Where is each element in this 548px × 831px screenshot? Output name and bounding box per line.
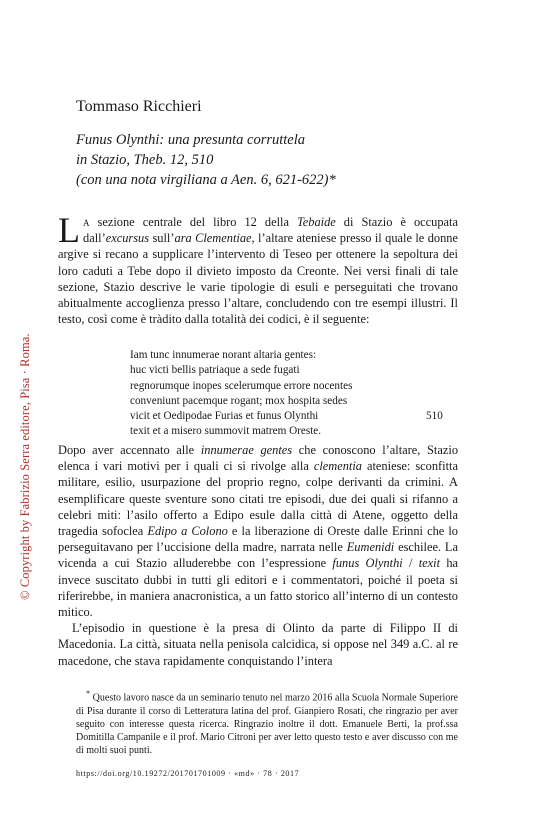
paragraph-discussion	[58, 442, 458, 669]
verse-line: vicit et Oedipodae Furias et funus Olynthi 510	[130, 409, 460, 424]
footnote-mark: *	[86, 689, 91, 698]
verse-line: conveniunt pacemque rogant; mox hospita sedes	[130, 394, 348, 407]
copyright-notice: © Copyright by Fabrizio Serra editore, Pisa · Roma.	[18, 333, 32, 600]
title-line: in Stazio, Theb. 12, 510	[76, 152, 214, 168]
doi-footer: https://doi.org/10.19272/201701701009 · «md» · 78 · 2017	[76, 769, 300, 778]
paragraph: Dopo aver accennato alle innumerae gentes che conoscono l’altare, Stazio elenca i vari motivi per i quali ci si rivolge alla clementia ateniese: sconfitta militare, esilio, usurpazione del proprio regno, colpe derivanti da crimini. A esemplificare queste sventure sono citati tre episodi, due dei quali si rifanno a celebri miti: l’asilo offerto a Edipo esule dalla città di Atene, oggetto della tragedia sofoclea Edipo a Colono e la liberazione di Oreste dalle Erinni che lo perseguitavano per l’uccisione della madre, narrata nelle Eumenidi eschilee. La vicenda a cui Stazio alluderebbe con l’espressione funus Olynthi / texit ha invece suscitato dubbi in tutti gli editori e i commentatori, poiché il poeta si riferirebbe, in maniera anacronistica, a un fatto storico all’interno di un contesto mitico.	[58, 443, 459, 620]
text-run: di Stazio è occupata dall’	[83, 215, 458, 246]
article-author: Tommaso Ricchieri	[76, 98, 202, 115]
verse-line: huc victi bellis patriaque a sede fugati	[130, 364, 300, 377]
verse-quotation	[130, 348, 460, 440]
text-run: , l’altare ateniese presso il quale le donne argive si recano a supplicare l’intervento di Teseo per ottenere la sepoltura dei loro caduti a Tebe dopo il divieto imposto da Creonte. Nei versi finali di tale sezione, Stazio descrive le varie tipologie di esuli e perseguitati che trovano abitualmente accoglienza presso l’altare, concludendo con tre esempi illustri. Il testo, così come è tràdito dalla totalità dei codici, è il seguente:	[58, 231, 458, 327]
line-number: 510	[426, 410, 443, 423]
paragraph-olynthus: L’episodio in questione è la presa di Olinto da parte di Filippo II di Macedonia. La città, situata nella penisola calcidica, si oppose nel 349 a.C. al re macedone, che stava rapidamente conquistando l’intera	[58, 621, 458, 668]
title-line: Funus Olynthi: una presunta corruttela	[76, 132, 306, 148]
drop-cap: L	[58, 210, 80, 250]
smallcaps-text: a	[83, 215, 90, 229]
verse-line: regnorumque inopes scelerumque errore nocentes	[130, 379, 353, 392]
italic-run: Tebaide	[297, 215, 336, 229]
article-title	[76, 130, 336, 190]
footnote	[76, 687, 458, 757]
italic-run: excursus	[105, 231, 150, 246]
footnote-text: Questo lavoro nasce da un seminario tenuto nel marzo 2016 alla Scuola Normale Superiore di Pisa durante il corso di Letteratura latina del prof. Gianpiero Rosati, che ringrazio per aver seguito con interesse questa ricerca. Ringrazio inoltre il dott. Emanuele Berti, la prof.ssa Domitilla Campanile e il prof. Mario Citroni per aver letto questo testo e aver discusso con me di molti suoi punti.	[76, 692, 458, 757]
title-line: (con una nota virgiliana a Aen. 6, 621-622)*	[76, 172, 336, 188]
text-run: sezione centrale del libro 12 della	[89, 215, 297, 229]
verse-line: Iam tunc innumerae norant altaria gentes:	[130, 349, 317, 361]
text-run: sull’	[149, 231, 175, 246]
verse-line: texit et a misero summovit matrem Oreste.	[130, 425, 322, 438]
paragraph-intro	[58, 210, 458, 327]
italic-run: ara Clementiae	[174, 231, 252, 246]
